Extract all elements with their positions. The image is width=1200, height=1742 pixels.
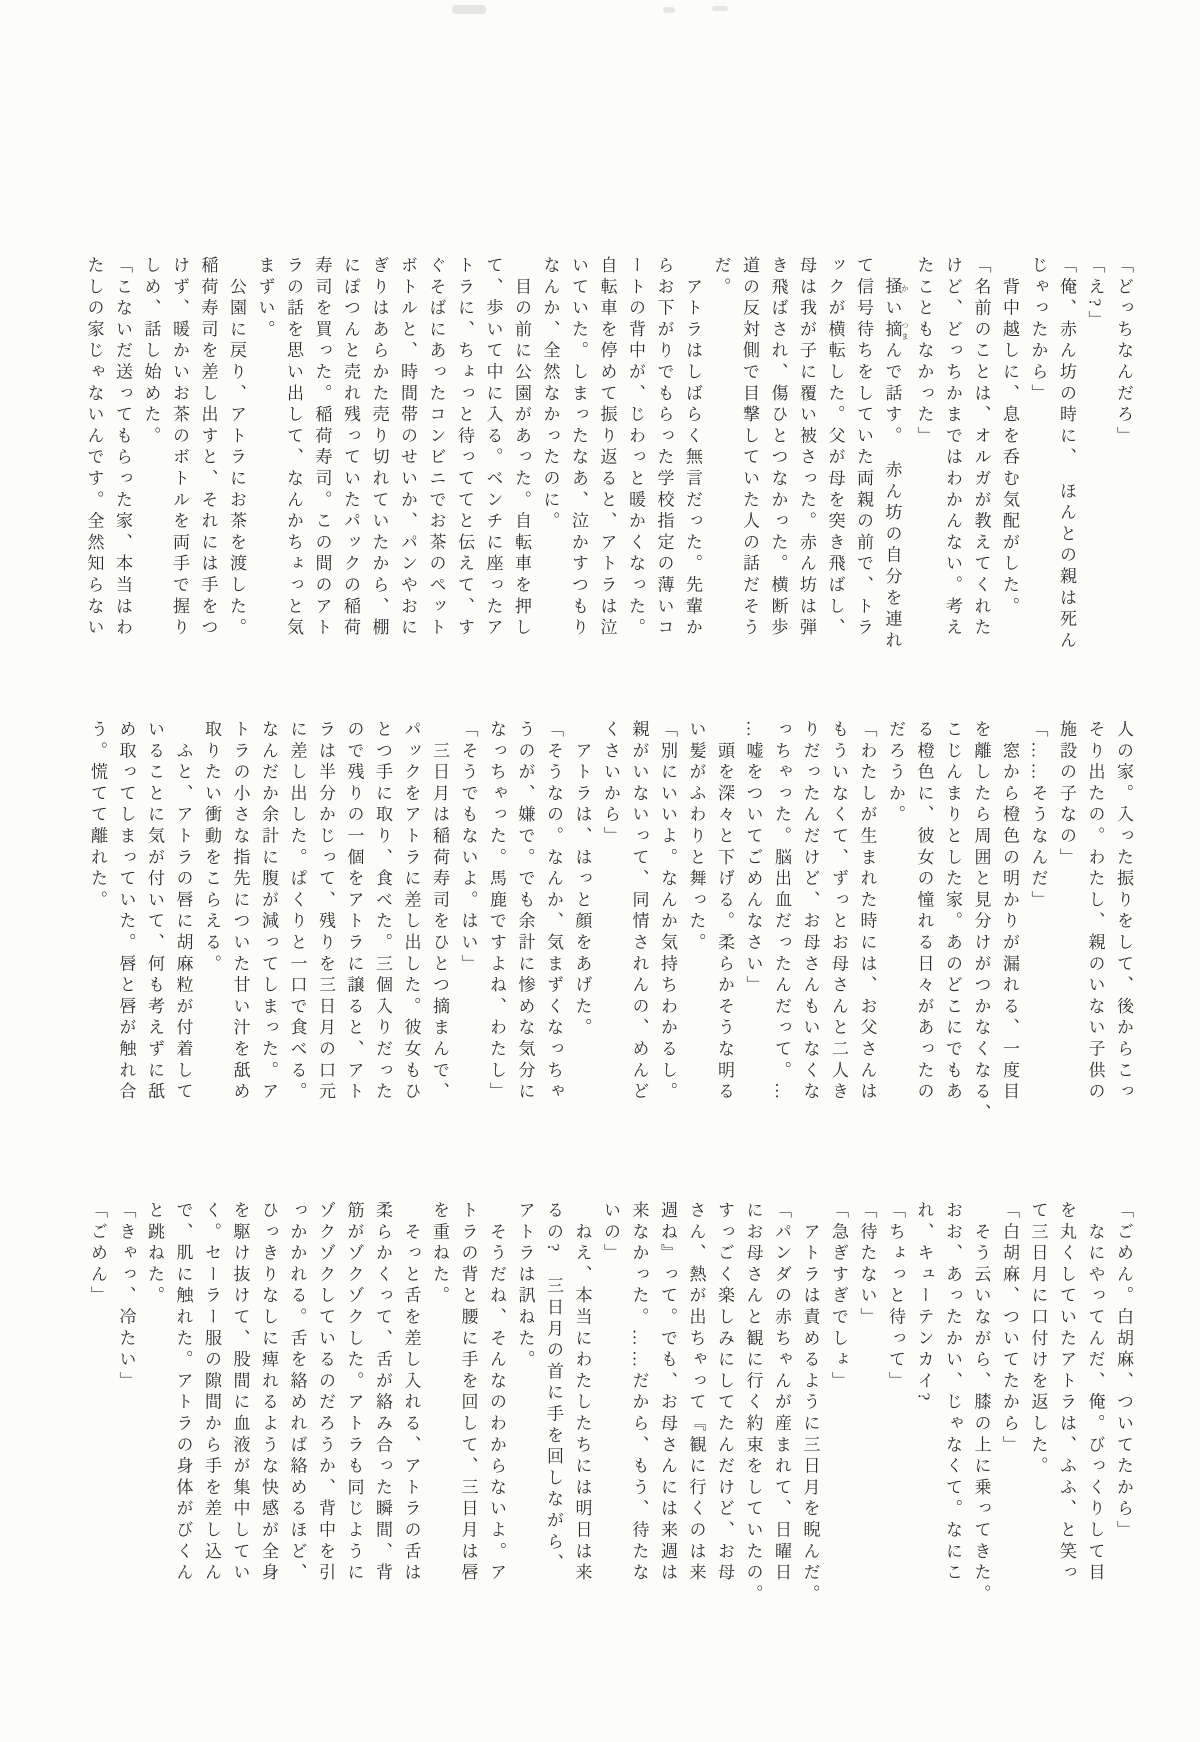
text-column: おお、あったかい、じゃなくて。なにこ xyxy=(943,1201,962,1585)
text-column: れ、キューテンカイ? xyxy=(914,1201,934,1405)
text-column: いることに気が付いて、何も考えずに舐 xyxy=(145,720,164,1104)
text-column: 「きゃっ、冷たい」 xyxy=(116,1201,136,1393)
text-column: トラの小さな指先についた甘い汁を舐め xyxy=(230,720,250,1104)
text-column: 掻 かい摘 つまんで話す。 赤ん坊の自分を連れ xyxy=(882,277,910,653)
text-column: め取ってしまっていた。唇と唇が触れ合 xyxy=(116,720,136,1104)
text-column: を丸くしていたアトラは、ふふ、と笑っ xyxy=(1057,1201,1076,1585)
text-column: 来なかった。……だから、もう、待たな xyxy=(629,1201,649,1585)
text-column: 「そうでもないよ。はい」 xyxy=(458,720,478,976)
text-column: 取りたい衝動をこらえる。 xyxy=(202,720,221,976)
text-column: とつ手に取り、食べた。三個入りだった xyxy=(373,720,392,1104)
text-column: て三日月に口付けを返した。 xyxy=(1028,1201,1048,1478)
text-column: アトラは、はっと顔をあげた。 xyxy=(572,720,592,1040)
text-column: 施設の子なの」 xyxy=(1057,720,1076,870)
text-column: ゾクゾクしているのだろうか、背中を引 xyxy=(316,1201,335,1585)
text-column: アトラはしばらく無言だった。先輩か xyxy=(683,256,702,640)
text-column: 筋がゾクゾクした。アトラも同じように xyxy=(344,1201,364,1585)
text-column: て信号待ちをしていた両親の前で、トラ xyxy=(854,256,873,640)
text-column: で、肌に触れた。アトラの身体がびくん xyxy=(173,1201,193,1585)
text-column: …嘘をついてごめんなさい」 xyxy=(743,720,763,997)
text-column: る橙色に、彼女の憧れる日々があったの xyxy=(914,720,934,1104)
text-column: 「……そうなんだ」 xyxy=(1028,720,1048,912)
text-column: 自転車を停めて振り返ると、アトラは泣 xyxy=(597,256,617,640)
text-column: を離したら周囲と見分けがつかなくなる、 xyxy=(971,720,991,1125)
text-band-bottom xyxy=(83,1201,1138,1653)
text-column: そっと舌を差し入れる、アトラの舌は xyxy=(401,1201,421,1585)
text-column: こじんまりとした家。あのどこにでもあ xyxy=(943,720,962,1104)
text-column: 寿司を買った。稲荷寿司。この間のアト xyxy=(312,256,332,640)
text-column: 頭を深々と下げる。柔らかそうな明る xyxy=(715,720,734,1104)
text-column: 「わたしが生まれた時には、お父さんは xyxy=(857,720,877,1104)
text-column: 「急ぎすぎでしょ」 xyxy=(829,1201,848,1393)
text-column: 「こないだ送ってもらった家、本当はわ xyxy=(113,256,132,640)
text-column: ので残りの一個をアトラに譲ると、アト xyxy=(344,720,364,1104)
text-column: き飛ばされ、傷ひとつなかった。横断歩 xyxy=(768,256,788,640)
text-column: 窓から橙色の明かりが漏れる、一度目 xyxy=(1000,720,1019,1104)
text-column: う。慌てて離れた。 xyxy=(88,720,107,912)
text-column: そうだね、そんなのわからないよ。ア xyxy=(487,1201,506,1585)
text-column: トラの背と腰に手を回して、三日月は唇 xyxy=(458,1201,478,1585)
text-band-top xyxy=(79,256,1137,708)
text-column: しめ、話し始めた。 xyxy=(141,256,161,448)
text-column: たこともなかった」 xyxy=(914,256,934,448)
text-column: 「俺、赤ん坊の時に、 ほんとの親は死ん xyxy=(1057,256,1076,653)
text-column: 背中越しに、息を呑む気配がした。 xyxy=(1000,256,1019,619)
text-column: まずい。 xyxy=(255,256,275,342)
text-column: そう云いながら、膝の上に乗ってきた。 xyxy=(971,1201,991,1606)
text-column: さん、熱が出ちゃって『観に行くのは来 xyxy=(686,1201,706,1585)
text-column: だ。 xyxy=(711,256,731,299)
text-column: ックが横転した。父が母を突き飛ばし、 xyxy=(825,256,845,640)
text-column: ラの話を思い出して、なんかちょっと気 xyxy=(284,256,303,640)
text-column: すっごく楽しみにしてたんだけど、お母 xyxy=(715,1201,734,1585)
text-column: アトラは訊ねた。 xyxy=(515,1201,535,1372)
text-column: 目の前に公園があった。自転車を押し xyxy=(512,256,531,640)
text-column: うのが、嫌で。でも余計に惨めな気分に xyxy=(515,720,535,1104)
text-column: けず、暖かいお茶のボトルを両手で握り xyxy=(170,256,189,640)
text-column: だろうか。 xyxy=(886,720,905,827)
text-column: ひっきりなしに痺れるような快感が全身 xyxy=(259,1201,278,1585)
text-column: なんか、全然なかったのに。 xyxy=(540,256,560,533)
text-band-middle xyxy=(83,720,1138,1172)
text-column: 親がいないって、同情されんの、めんど xyxy=(629,720,649,1104)
text-column: 人の家。入った振りをして、後からこっ xyxy=(1114,720,1133,1104)
text-column: るの? 三日月の首に手を回しながら、 xyxy=(544,1201,563,1575)
text-column: 稲荷寿司を差し出すと、それには手をつ xyxy=(198,256,218,640)
text-column: 「ちょっと待って」 xyxy=(886,1201,905,1393)
text-column: て、歩いて中に入る。ベンチに座ったア xyxy=(483,256,503,640)
text-column: なにやってんだ、俺。びっくりして目 xyxy=(1085,1201,1105,1585)
text-column: ぐそばにあったコンビニでお茶のペット xyxy=(426,256,446,640)
text-column: 道の反対側で目撃していた人の話だそう xyxy=(740,256,759,640)
text-column: ふと、アトラの唇に胡麻粒が付着して xyxy=(173,720,193,1104)
text-column: 「パンダの赤ちゃんが産まれて、日曜日 xyxy=(772,1201,791,1585)
text-column: 柔らかくって、舌が絡み合った瞬間、背 xyxy=(373,1201,392,1585)
text-column: 「どっちなんだろ」 xyxy=(1114,256,1133,448)
text-column: 「ごめん」 xyxy=(88,1201,107,1308)
text-column: っかかれる。舌を絡めれば絡めるほど、 xyxy=(287,1201,307,1585)
text-column: と跳ねた。 xyxy=(145,1201,164,1308)
text-column: を重ねた。 xyxy=(430,1201,449,1308)
text-column: ねえ、本当にわたしたちには明日は来 xyxy=(572,1201,592,1585)
text-column: じゃったから」 xyxy=(1028,256,1048,406)
scan-artifact xyxy=(663,7,675,13)
text-column: たしの家じゃないんです。全然知らない xyxy=(84,256,104,640)
text-column: 「名前のことは、オルガが教えてくれた xyxy=(971,256,991,640)
text-column: 「ごめん。白胡麻、ついてたから」 xyxy=(1114,1201,1133,1542)
text-column: ぎりはあらかた売り切れていたから、棚 xyxy=(369,256,389,640)
text-column: 「そうなの。なんか、気まずくなっちゃ xyxy=(544,720,563,1104)
text-column: 公園に戻り、アトラにお茶を渡した。 xyxy=(227,256,246,640)
text-column: ートの背中が、じわっと暖かくなった。 xyxy=(626,256,645,640)
text-column: にお母さんと観に行く約束をしていたの。 xyxy=(743,1201,763,1606)
scan-artifact xyxy=(452,5,486,14)
text-column: っちゃった。脳出血だったんだって。… xyxy=(772,720,791,1104)
text-column: に差し出した。ぱくりと一口で食べる。 xyxy=(287,720,307,1104)
text-column: ボトルと、時間帯のせいか、パンやおに xyxy=(398,256,417,640)
text-column: アトラは責めるように三日月を睨んだ。 xyxy=(800,1201,820,1606)
text-column: なっちゃった。馬鹿ですよね、わたし」 xyxy=(487,720,506,1104)
text-column: いの」 xyxy=(601,1201,620,1265)
text-column: なんだか余計に腹が減ってしまった。ア xyxy=(259,720,278,1104)
text-column: 週ね』って。でも、お母さんには来週は xyxy=(658,1201,677,1585)
text-column: 「待たない」 xyxy=(857,1201,877,1329)
text-column: い髪がふわりと舞った。 xyxy=(686,720,706,955)
text-column: 母は我が子に覆い被さった。赤ん坊は弾 xyxy=(797,256,816,640)
text-column: 「白胡麻、ついてたから」 xyxy=(1000,1201,1019,1457)
text-column: いていた。しまったなあ、泣かすつもり xyxy=(569,256,588,640)
text-column: そり出たの。わたし、親のいない子供の xyxy=(1085,720,1105,1104)
text-column: りだったんだけど、お母さんもいなくな xyxy=(800,720,820,1104)
scan-artifact xyxy=(712,6,728,11)
text-column: けど、どっちかまではわかんない。考え xyxy=(943,256,962,640)
text-column: トラに、ちょっと待っててと伝えて、す xyxy=(455,256,474,640)
text-column: もういなくて、ずっとお母さんと二人き xyxy=(829,720,848,1104)
text-column: ラは半分かじって、残りを三日月の口元 xyxy=(316,720,335,1104)
text-column: 「別にいいよ。なんか気持ちわかるし。 xyxy=(658,720,677,1104)
text-column: くさいから」 xyxy=(601,720,620,848)
text-column: にぽつんと売れ残っていたパックの稲荷 xyxy=(341,256,360,640)
text-column: パックをアトラに差し出した。彼女もひ xyxy=(401,720,421,1104)
text-column: らお下がりでもらった学校指定の薄いコ xyxy=(654,256,674,640)
text-column: く。セーラー服の隙間から手を差し込ん xyxy=(202,1201,221,1585)
text-column: を駆け抜けて、股間に血液が集中してい xyxy=(230,1201,250,1585)
text-column: 「え?」 xyxy=(1085,256,1105,332)
text-column: 三日月は稲荷寿司をひとつ摘まんで、 xyxy=(430,720,449,1104)
